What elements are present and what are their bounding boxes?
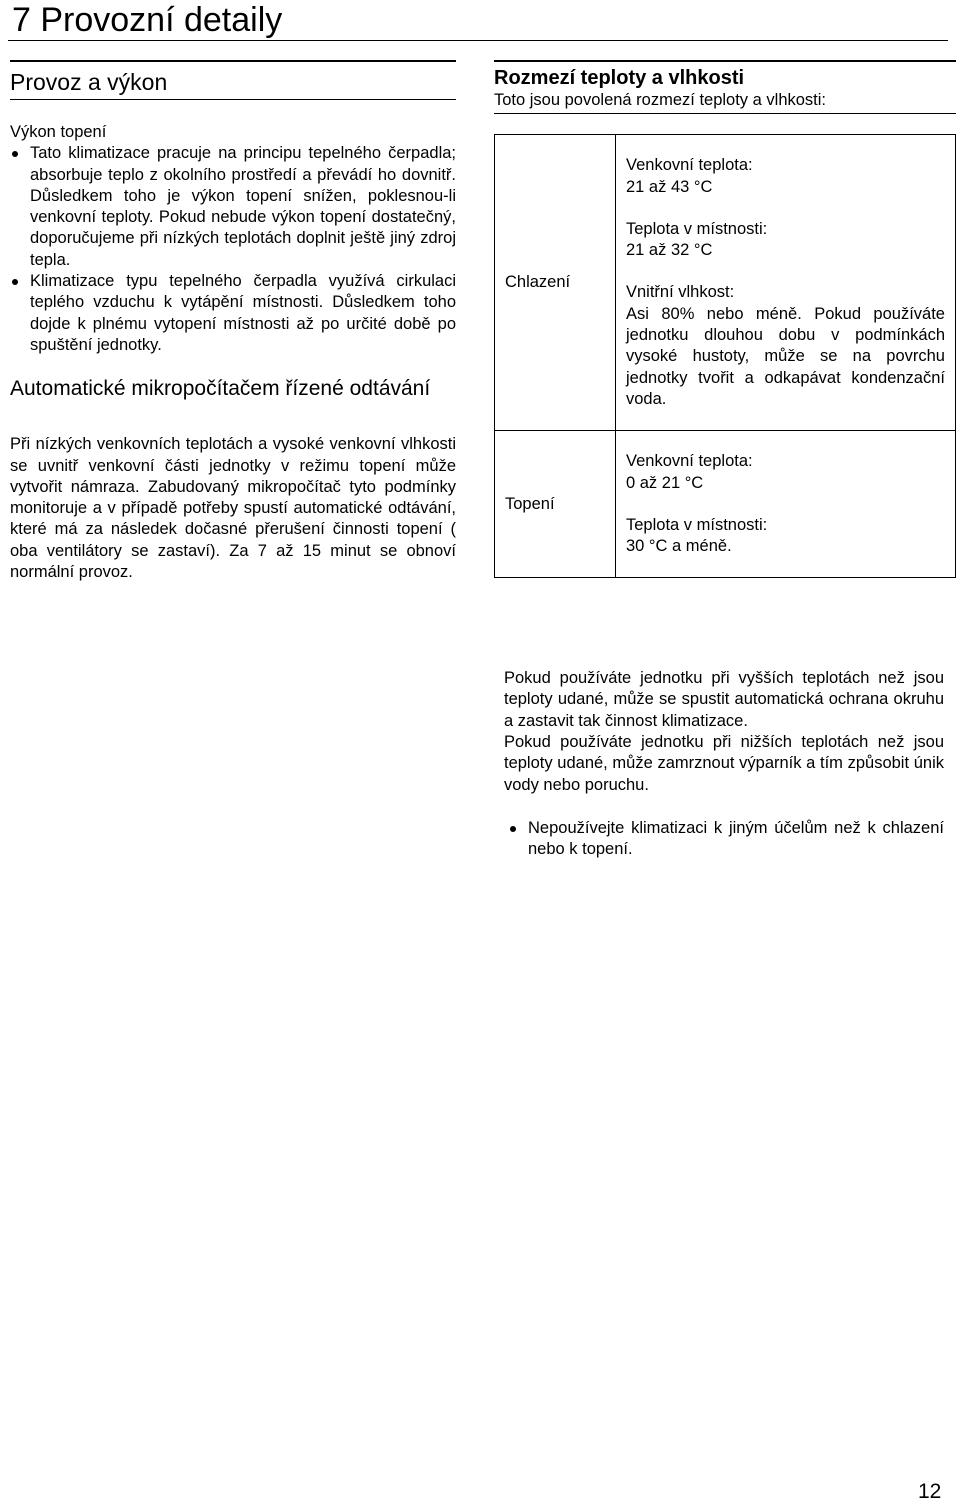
mode-cell: Chlazení: [495, 135, 616, 431]
condition-value: Asi 80% nebo méně. Pokud používáte jednotku dlouhou dobu v podmínkách vysoké hustoty, může se na povrchu jednotky tvořit a odkapávat kondenzační voda.: [626, 304, 945, 408]
section-title-provoz: Provoz a výkon: [10, 69, 168, 95]
section-title-ranges: Rozmezí teploty a vlhkosti: [494, 67, 745, 89]
list-item: Nepoužívejte klimatizaci k jiným účelům než k chlazení nebo k topení.: [508, 818, 944, 861]
note-paragraph-high-temp: Pokud používáte jednotku při vyšších teplotách než jsou teploty udané, může se spustit automatická ochrana okruhu a zastavit tak činnost klimatizace.: [504, 669, 944, 730]
right-column: [494, 60, 956, 578]
condition-label: Venkovní teplota:: [626, 156, 753, 175]
condition-item: [626, 282, 945, 410]
conditions-cell: [616, 135, 956, 431]
condition-label: Teplota v místnosti:: [626, 219, 768, 238]
condition-label: Teplota v místnosti:: [626, 515, 768, 534]
note-bullet-list: [508, 818, 944, 861]
left-column: [10, 60, 456, 583]
section-divider-top: [10, 60, 456, 62]
table-row: [495, 431, 956, 578]
section-title-defrost: Automatické mikropočítačem řízené odtávání: [10, 377, 431, 401]
condition-value: 21 až 43 °C: [626, 177, 713, 196]
condition-item: [626, 515, 945, 558]
section-divider-bottom: [494, 113, 956, 114]
section-divider-bottom: [10, 99, 456, 100]
condition-label: Vnitřní vlhkost:: [626, 283, 735, 302]
condition-value: 21 až 32 °C: [626, 241, 713, 260]
list-item: Klimatizace typu tepelného čerpadla využívá cirkulaci teplého vzduchu k vytápění místnosti. Důsledkem toho dojde k plnému vytopení místnosti až po určité době po spuštění jednotky.: [10, 271, 456, 356]
ranges-table: [494, 134, 956, 578]
chapter-title: 7 Provozní detaily: [12, 1, 283, 39]
note-paragraph-low-temp: Pokud používáte jednotku při nižších teplotách než jsou teploty udané, může zamrznout výparník a tím způsobit únik vody nebo poruchu.: [504, 733, 944, 794]
heating-label: Výkon topení: [10, 123, 107, 141]
section-divider-top: [494, 60, 956, 62]
condition-item: [626, 155, 945, 198]
condition-item: [626, 451, 945, 494]
page-number: 12: [918, 1480, 942, 1503]
defrost-text: Při nízkých venkovních teplotách a vysoké venkovní vlhkosti se uvnitř venkovní části jednotky v režimu topení může vytvořit námraza. Zabudovaný mikropočítač tyto podmínky monitoruje a v případě potřeby spustí automatické odtávání, které má za následek dočasné přerušení činnosti topení ( oba ventilátory se zastaví). Za 7 až 15 minut se obnoví normální provoz.: [10, 435, 456, 582]
mode-cell: Topení: [495, 431, 616, 578]
heating-bullet-list: [10, 143, 456, 356]
condition-label: Venkovní teplota:: [626, 452, 753, 471]
condition-item: [626, 219, 945, 262]
chapter-divider: [8, 40, 948, 41]
table-row: [495, 135, 956, 431]
conditions-cell: [616, 431, 956, 578]
condition-value: 0 až 21 °C: [626, 473, 704, 492]
condition-value: 30 °C a méně.: [626, 537, 732, 556]
ranges-subtitle: Toto jsou povolená rozmezí teploty a vlhkosti:: [494, 91, 827, 109]
list-item: Tato klimatizace pracuje na principu tepelného čerpadla; absorbuje teplo z okolního prostředí a převádí ho dovnitř. Důsledkem toho je výkon topení snížen, poklesnou-li venkovní teploty. Pokud nebude výkon topení dostatečný, doporučujeme při nízkých teplotách doplnit ještě jiný zdroj tepla.: [10, 143, 456, 271]
